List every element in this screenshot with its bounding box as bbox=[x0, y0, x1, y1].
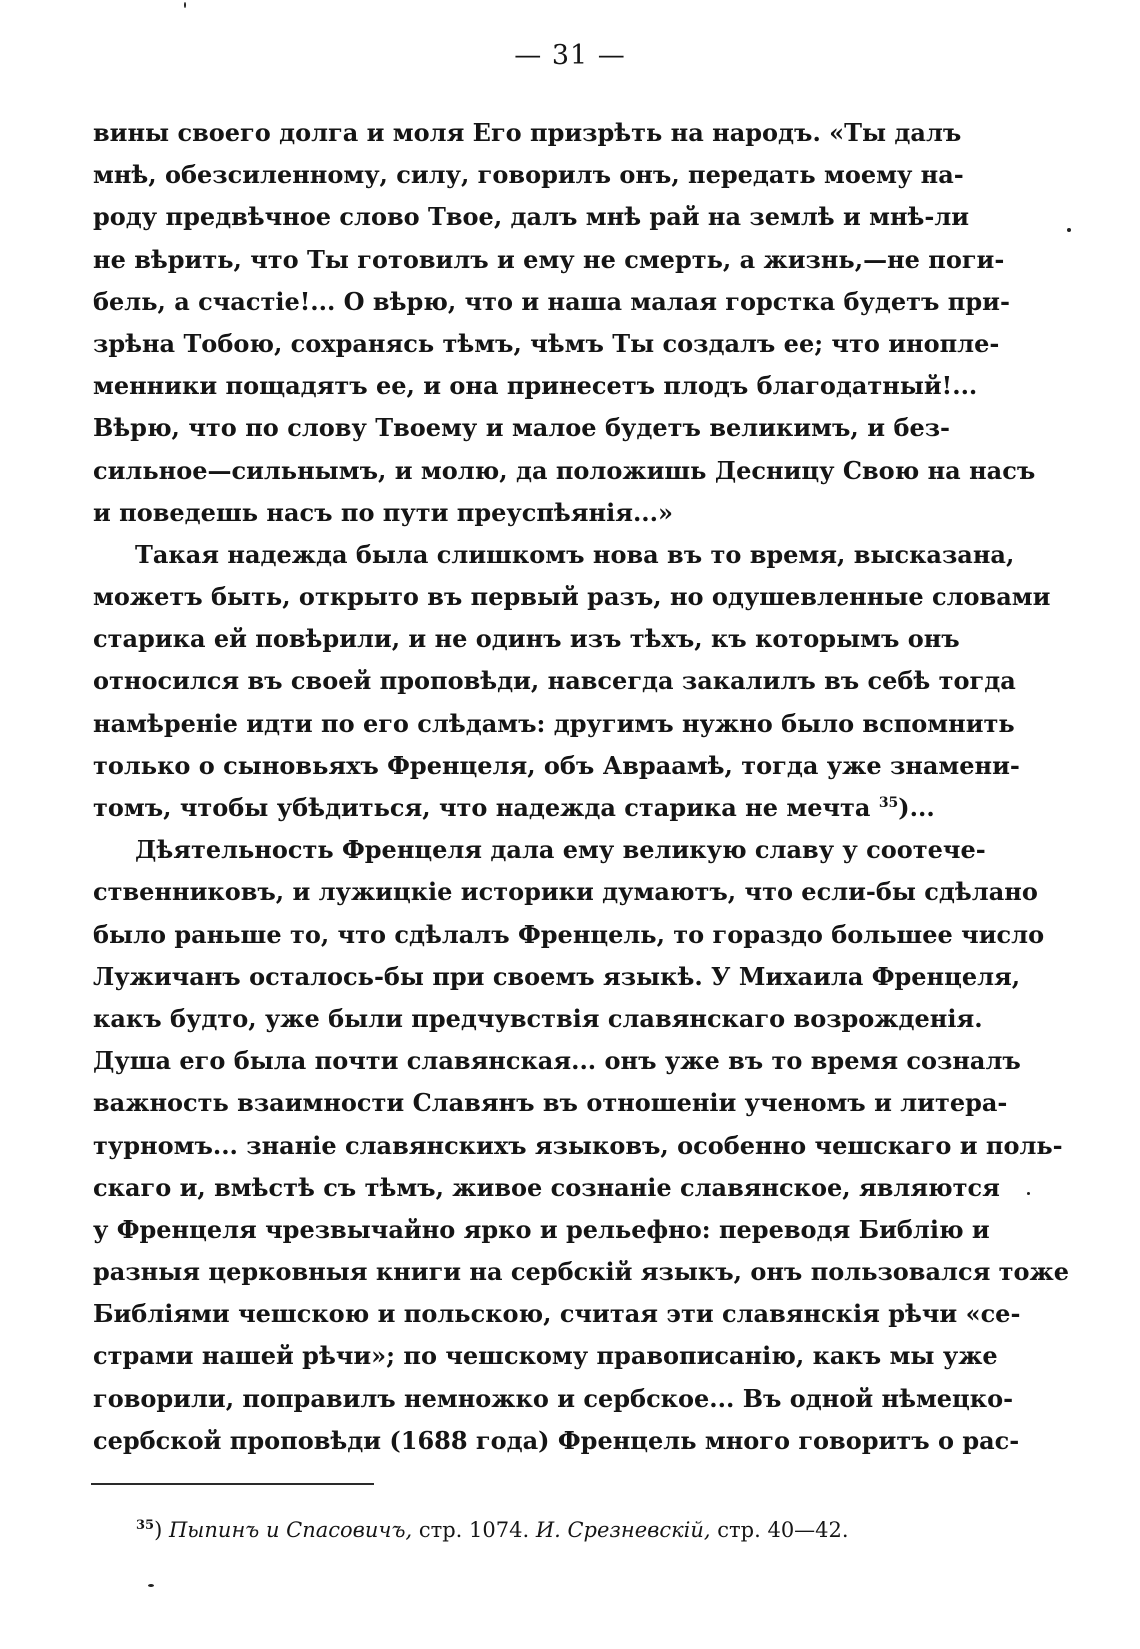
footnote-mark: 35 bbox=[136, 1518, 155, 1533]
footnote bbox=[136, 1515, 849, 1545]
footnote-author-2: И. Срезневскій, bbox=[535, 1518, 711, 1542]
text-line: Дѣятельность Френцеля дала ему великую славу у соотече- bbox=[135, 835, 986, 865]
scan-speck bbox=[1027, 1192, 1030, 1195]
text-line: относился въ своей проповѣди, навсегда закалилъ въ себѣ тогда bbox=[93, 666, 1016, 696]
scan-speck bbox=[184, 2, 186, 8]
paragraph-3 bbox=[93, 829, 1070, 1462]
text-line: не вѣрить, что Ты готовилъ и ему не смерть, а жизнь,—не поги- bbox=[93, 244, 1005, 274]
text-line: роду предвѣчное слово Твое, далъ мнѣ рай на землѣ и мнѣ-ли bbox=[93, 202, 970, 232]
footnote-divider bbox=[91, 1483, 374, 1485]
text-line: только о сыновьяхъ Френцеля, объ Авраамѣ, тогда уже знамени- bbox=[93, 750, 1020, 780]
text-line: намѣреніе идти по его слѣдамъ: другимъ нужно было вспомнить bbox=[93, 708, 1015, 738]
text-line: Лужичанъ осталось-бы при своемъ языкѣ. У Михаила Френцеля, bbox=[93, 961, 1021, 991]
text-line: скаго и, вмѣстѣ съ тѣмъ, живое сознаніе славянское, являются bbox=[93, 1172, 1000, 1202]
paragraph-1 bbox=[93, 112, 1036, 534]
footnote-authors: Пыпинъ и Спасовичъ, bbox=[168, 1518, 413, 1542]
text-line: вины своего долга и моля Его призрѣть на народъ. «Ты далъ bbox=[93, 118, 962, 147]
text-line: Вѣрю, что по слову Твоему и малое будетъ великимъ, и без- bbox=[93, 413, 950, 443]
text-line-tail: )... bbox=[898, 793, 935, 822]
page-number: — 31 — bbox=[514, 40, 626, 71]
text-line: Душа его была почти славянская... онъ уже въ то время созналъ bbox=[93, 1046, 1021, 1076]
body-text bbox=[93, 112, 1070, 1462]
text-line: мнѣ, обезсиленному, силу, говорилъ онъ, передать моему на- bbox=[93, 160, 964, 190]
text-line bbox=[93, 787, 950, 829]
text-line: турномъ... знаніе славянскихъ языковъ, особенно чешскаго и поль- bbox=[93, 1130, 1063, 1160]
footnote-page-2: стр. 40—42. bbox=[717, 1518, 849, 1542]
text-line: важность взаимности Славянъ въ отношеніи ученомъ и литера- bbox=[93, 1088, 1008, 1118]
text-line: ственниковъ, и лужицкіе историки думаютъ, что если-бы сдѣлано bbox=[93, 877, 1038, 907]
text-line-content: томъ, чтобы убѣдиться, что надежда старика не мечта bbox=[93, 793, 871, 822]
text-line: и поведешь насъ по пути преуспѣянія...» bbox=[93, 497, 674, 527]
text-line: сербской проповѣди (1688 года) Френцель много говоритъ о рас- bbox=[93, 1425, 1020, 1455]
text-line: зрѣна Тобою, сохранясь тѣмъ, чѣмъ Ты создалъ ее; что инопле- bbox=[93, 328, 1000, 358]
text-line: страми нашей рѣчи»; по чешскому правописанію, какъ мы уже bbox=[93, 1341, 998, 1371]
text-line: можетъ быть, открыто въ первый разъ, но одушевленные словами bbox=[93, 582, 1051, 612]
text-line: у Френцеля чрезвычайно ярко и рельефно: переводя Библію и bbox=[93, 1214, 990, 1244]
footnote-paren: ) bbox=[154, 1518, 163, 1542]
footnote-page-1: стр. 1074. bbox=[418, 1518, 530, 1542]
text-line: Библіями чешскою и польскою, считая эти славянскія рѣчи «се- bbox=[93, 1299, 1021, 1329]
text-line: бель, а счастіе!... О вѣрю, что и наша малая горстка будетъ при- bbox=[93, 286, 1010, 316]
text-line: было раньше то, что сдѣлалъ Френцель, то гораздо большее число bbox=[93, 919, 1045, 949]
text-line: Такая надежда была слишкомъ нова въ то время, высказана, bbox=[135, 539, 1015, 569]
text-line: говорили, поправилъ немножко и сербское... Въ одной нѣмецко- bbox=[93, 1383, 1014, 1413]
text-line: сильное—сильнымъ, и молю, да положишь Десницу Свою на насъ bbox=[93, 455, 1036, 485]
text-line: разныя церковныя книги на сербскій языкъ, онъ пользовался тоже bbox=[93, 1257, 1070, 1287]
scan-speck bbox=[148, 1584, 154, 1587]
text-line: какъ будто, уже были предчувствія славянскаго возрожденія. bbox=[93, 1003, 983, 1033]
scan-speck bbox=[1067, 228, 1071, 232]
text-line: старика ей повѣрили, и не одинъ изъ тѣхъ, къ которымъ онъ bbox=[93, 624, 960, 654]
paragraph-2 bbox=[93, 534, 1051, 829]
text-line: менники пощадятъ ее, и она принесетъ плодъ благодатный!... bbox=[93, 371, 978, 401]
footnote-reference[interactable]: 35 bbox=[878, 795, 899, 811]
